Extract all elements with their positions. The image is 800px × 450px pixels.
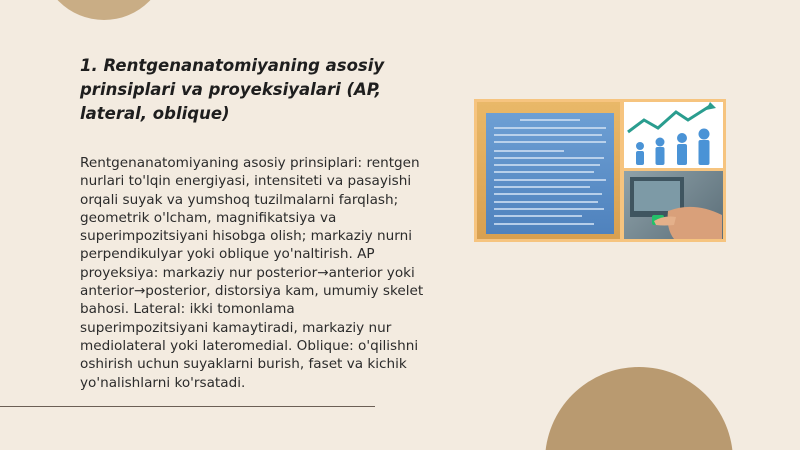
growth-chart-icon — [624, 102, 723, 168]
hand-pressing-button-icon — [624, 171, 723, 239]
divider-line — [0, 406, 375, 407]
document-icon — [477, 102, 620, 239]
slide-body-text: Rentgenanatomiyaning asosiy prinsiplari: rentgen nurlari to'lqin energiyasi, intensiteti va pasayishi orqali suyak va yumshoq tuzilmalarni farqlash; geometrik o'lcham, magnifikatsiya va superimpozitsiyani hisobga olish; markaziy nurni perpendikulyar yoki oblique yo'naltirish. AP proyeksiya: markaziy nur posterior→anterior yoki anterior→posterior, distorsiya kam, umumiy skelet bahosi. Lateral: ikki tomonlama superimpozitsiyani kamaytiradi, markaziy nur mediolateral yoki lateromedial. Oblique: o'qilishni oshirish uchun suyaklarni burish, faset va kichik yo'nalishlarni ko'rsatadi. — [80, 155, 424, 391]
people-icon — [636, 129, 710, 166]
slide-title: 1. Rentgenanatomiyaning asosiy prinsiplari va proyeksiyalari (AP, lateral, oblique) — [80, 56, 385, 123]
image-collage — [474, 99, 726, 242]
decorative-circle-bottom — [545, 367, 733, 450]
document-sheet — [486, 113, 614, 234]
decorative-circle-top — [40, 0, 168, 20]
